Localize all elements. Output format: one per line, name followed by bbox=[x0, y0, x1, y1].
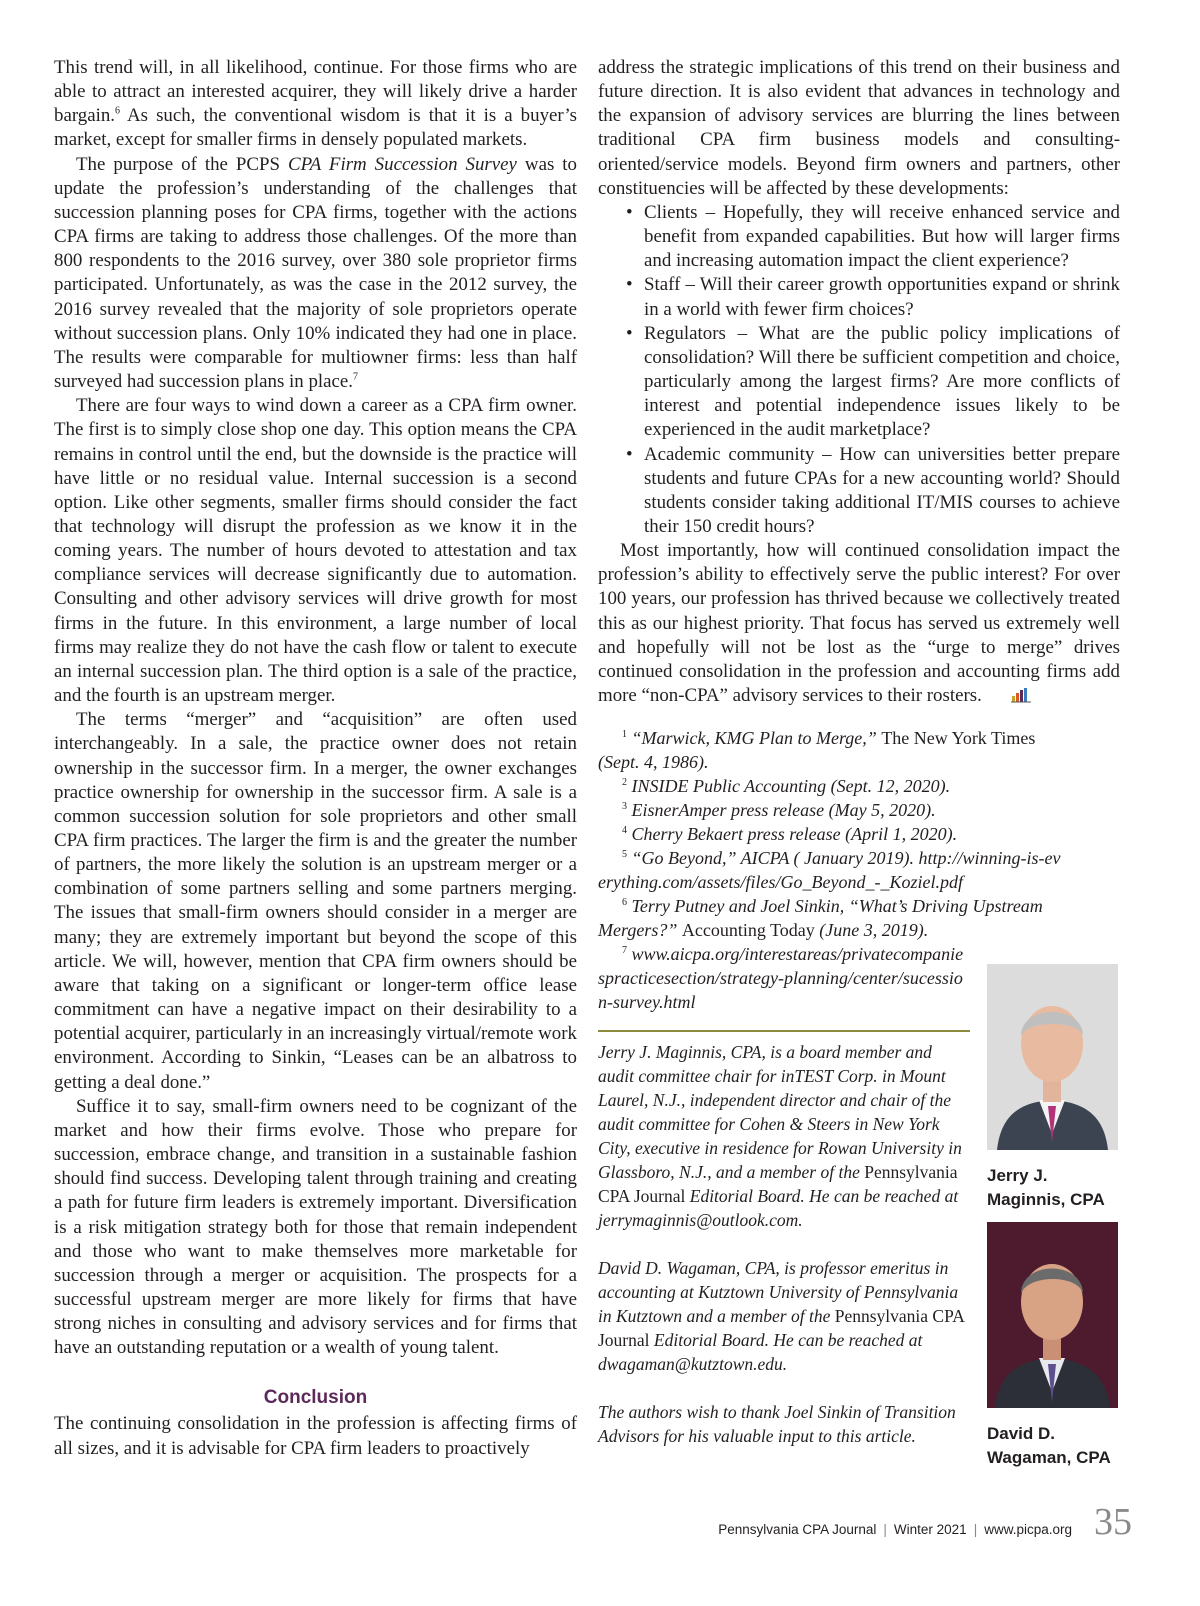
divider bbox=[598, 1030, 970, 1032]
paragraph-text: As such, the conventional wisdom is that it is a buyer’s market, except for smaller firms in densely populated markets. bbox=[54, 105, 577, 151]
separator: | bbox=[973, 1522, 978, 1537]
footnote bbox=[598, 894, 1068, 942]
footnote bbox=[598, 798, 1068, 822]
paragraph-text: The purpose of the PCPS bbox=[76, 153, 289, 175]
author-photo bbox=[987, 964, 1118, 1150]
bio-text: David D. Wagaman, CPA, is professor emeritus in accounting at Kutztown University of Pennsylvania in Kutztown and a member of the bbox=[598, 1258, 959, 1326]
footnote-text: Cherry Bekaert press release (April 1, 2020). bbox=[631, 824, 958, 844]
author-bio bbox=[598, 1256, 970, 1376]
footnote-number: 5 bbox=[622, 849, 627, 860]
end-mark-icon bbox=[988, 686, 1032, 710]
caption-line: Jerry J. bbox=[987, 1166, 1048, 1185]
paragraph bbox=[54, 153, 577, 395]
footnote-text: www.aicpa.org/interestareas/privatecompaniespracticesection/strategy-planning/center/sucession-survey.html bbox=[598, 944, 964, 1012]
author-photo bbox=[987, 1222, 1118, 1408]
paragraph-text: This trend will, in all likelihood, continue. For those firms who are able to attract an interested acquirer, they will likely drive a harder bargain. bbox=[54, 57, 577, 127]
footnote-text: (June 3, 2019). bbox=[814, 920, 929, 940]
bullet-list bbox=[598, 201, 1120, 539]
footnote-text: “Marwick, KMG Plan to Merge,” bbox=[631, 728, 882, 748]
footnote-number: 4 bbox=[622, 825, 627, 836]
footnote bbox=[598, 822, 1068, 846]
publication-name: The New York Times bbox=[881, 728, 1036, 748]
right-column bbox=[598, 56, 1120, 710]
publication-name: Pennsylvania CPA Journal bbox=[598, 1162, 958, 1206]
paragraph: The continuing consolidation in the profession is affecting firms of all sizes, and it is advisable for CPA firm leaders to proactively bbox=[54, 1413, 577, 1459]
footnote bbox=[598, 774, 1068, 798]
paragraph-text: Most importantly, how will continued consolidation impact the profession’s ability to effectively serve the public interest? For over 100 years, our profession has thrived because we collectively treated this as our highest priority. That focus has served us extremely well and hopefully will not be lost as the “urge to merge” drives continued consolidation in the profession and accounting firms add more “non-CPA” advisory services to their rosters. bbox=[598, 540, 1120, 707]
photo-caption bbox=[987, 1164, 1147, 1212]
caption-line: Maginnis, CPA bbox=[987, 1190, 1105, 1209]
author-bio bbox=[598, 1040, 970, 1232]
footnote-number: 1 bbox=[622, 729, 627, 740]
footnote-number: 2 bbox=[622, 777, 627, 788]
bio-text: Editorial Board. He can be reached at dwagaman@kutztown.edu. bbox=[598, 1330, 923, 1374]
caption-line: Wagaman, CPA bbox=[987, 1448, 1111, 1467]
survey-title: CPA Firm Succession Survey bbox=[288, 153, 517, 175]
footnote bbox=[598, 942, 970, 1014]
footnote-number: 3 bbox=[622, 801, 627, 812]
separator: | bbox=[883, 1522, 887, 1537]
footnote bbox=[598, 726, 1068, 774]
list-item: • Staff – Will their career growth opportunities expand or shrink in a world with fewer firm choices? bbox=[598, 273, 1120, 321]
publication-name: Accounting Today bbox=[681, 920, 815, 940]
footnote-ref: 6 bbox=[115, 106, 121, 118]
bio-text: Editorial Board. He can be reached at jerrymaginnis@outlook.com. bbox=[598, 1186, 959, 1230]
paragraph bbox=[54, 56, 577, 153]
photo-caption bbox=[987, 1422, 1147, 1470]
section-heading: Conclusion bbox=[263, 1387, 368, 1409]
footnote-text: Terry Putney and Joel Sinkin, “What’s Driving Upstream Mergers?” bbox=[598, 896, 1043, 940]
publication-name: Pennsylvania CPA Journal bbox=[598, 1306, 964, 1350]
paragraph: There are four ways to wind down a career as a CPA firm owner. The first is to simply close shop one day. This option means the CPA remains in control until the end, but the downside is the practice will have little or no residual value. Internal succession is a second option. Like other segments, smaller firms should consider the fact that technology will disrupt the profession as we know it in the coming years. The number of hours devoted to attestation and tax compliance services will decrease significantly due to automation. Consulting and other advisory services will drive growth for most firms in the future. In this environment, a large number of local firms may realize they do not have the cash flow or talent to execute an internal succession plan. The third option is a sale of the practice, and the fourth is an upstream merger. bbox=[54, 395, 577, 707]
caption-line: David D. bbox=[987, 1424, 1056, 1443]
footnote-text: INSIDE Public Accounting (Sept. 12, 2020). bbox=[631, 776, 951, 796]
footnote-ref: 7 bbox=[353, 371, 359, 383]
footnote-number: 7 bbox=[622, 945, 627, 956]
page-number: 35 bbox=[1094, 1501, 1132, 1543]
footnote bbox=[598, 846, 1068, 894]
paragraph bbox=[598, 539, 1120, 710]
footnote-number: 6 bbox=[622, 897, 627, 908]
journal-name: Pennsylvania CPA Journal bbox=[718, 1522, 877, 1537]
footnote-text: “Go Beyond,” AICPA ( January 2019). http://winning-is-everything.com/assets/files/Go_Beyond_-_Koziel.pdf bbox=[598, 848, 1061, 892]
issue-label: Winter 2021 bbox=[893, 1522, 967, 1537]
bio-text: Jerry J. Maginnis, CPA, is a board member and audit committee chair for inTEST Corp. in Mount Laurel, N.J., independent director and chair of the audit committee for Cohen & Steers in New York City, executive in residence for Rowan University in Glassboro, N.J., and a member of the bbox=[598, 1042, 962, 1182]
paragraph-text: was to update the profession’s understanding of the challenges that succession planning poses for CPA firms, together with the actions CPA firms are taking to address those challenges. Of the more than 800 respondents to the 2016 survey, over 380 sole proprietor firms participated. Unfortunately, as was the case in the 2012 survey, the 2016 survey revealed that the majority of sole proprietors operate without succession plans. Only 10% indicated they had one in place. The results were comparable for multiowner firms: less than half surveyed had succession plans in place. bbox=[54, 153, 577, 393]
list-item: • Academic community – How can universities better prepare students and future CPAs for a new accounting world? Should students consider taking additional IT/MIS courses to achieve their 150 credit hours? bbox=[598, 443, 1120, 540]
paragraph: The terms “merger” and “acquisition” are often used interchangeably. In a sale, the practice owner does not retain ownership in the successor firm. In a merger, the owner exchanges practice ownership for ownership in the successor firm. A sale is a common succession solution for sole proprietors and other small CPA firm practices. The larger the firm is and the greater the number of partners, the more likely the solution is an upstream merger or a combination of some partners selling and some partners merging. The issues that small-firm owners should consider in a merger are many; they are extremely important but beyond the scope of this article. We will, however, mention that CPA firm owners should be aware that taking on a significant or longer-term office lease commitment can have a negative impact on their desirability to a potential acquirer, particularly in an increasingly virtual/remote work environment. According to Sinkin, “Leases can be an albatross to getting a deal done.” bbox=[54, 709, 577, 1093]
website-link[interactable]: www.picpa.org bbox=[984, 1522, 1072, 1537]
footnote-text: (Sept. 4, 1986). bbox=[598, 752, 709, 772]
list-item: • Clients – Hopefully, they will receive enhanced service and benefit from expanded capabilities. But how will larger firms and increasing automation impact the client experience? bbox=[598, 201, 1120, 273]
paragraph: address the strategic implications of this trend on their business and future direction. It is also evident that advances in technology and the expansion of advisory services are blurring the lines between traditional CPA firm business models and consulting-oriented/service models. Beyond firm owners and partners, other constituencies will be affected by these developments: bbox=[598, 57, 1120, 199]
footnote-text: EisnerAmper press release (May 5, 2020). bbox=[631, 800, 936, 820]
page-footer bbox=[718, 1522, 1072, 1537]
paragraph: Suffice it to say, small-firm owners need to be cognizant of the market and how their firms evolve. Those who prepare for succession, embrace change, and transition in a sustainable fashion should find success. Developing talent through training and creating a path for future firm leaders is extremely important. Diversification is a risk mitigation strategy both for those that remain independent and those who want to make themselves more marketable for succession through a merger or acquisition. The prospects for a successful upstream merger are more likely for firms that have strong niches in consulting and advisory services and for firms that have an outstanding reputation or a wealth of young talent. bbox=[54, 1095, 577, 1359]
acknowledgment: The authors wish to thank Joel Sinkin of Transition Advisors for his valuable input to this article. bbox=[598, 1402, 956, 1446]
list-item: • Regulators – What are the public policy implications of consolidation? Will there be sufficient competition and choice, particularly among the largest firms? Are more conflicts of interest and potential independence issues likely to be experienced in the audit marketplace? bbox=[598, 322, 1120, 443]
left-column bbox=[54, 56, 577, 1461]
author-bios bbox=[598, 1040, 970, 1472]
